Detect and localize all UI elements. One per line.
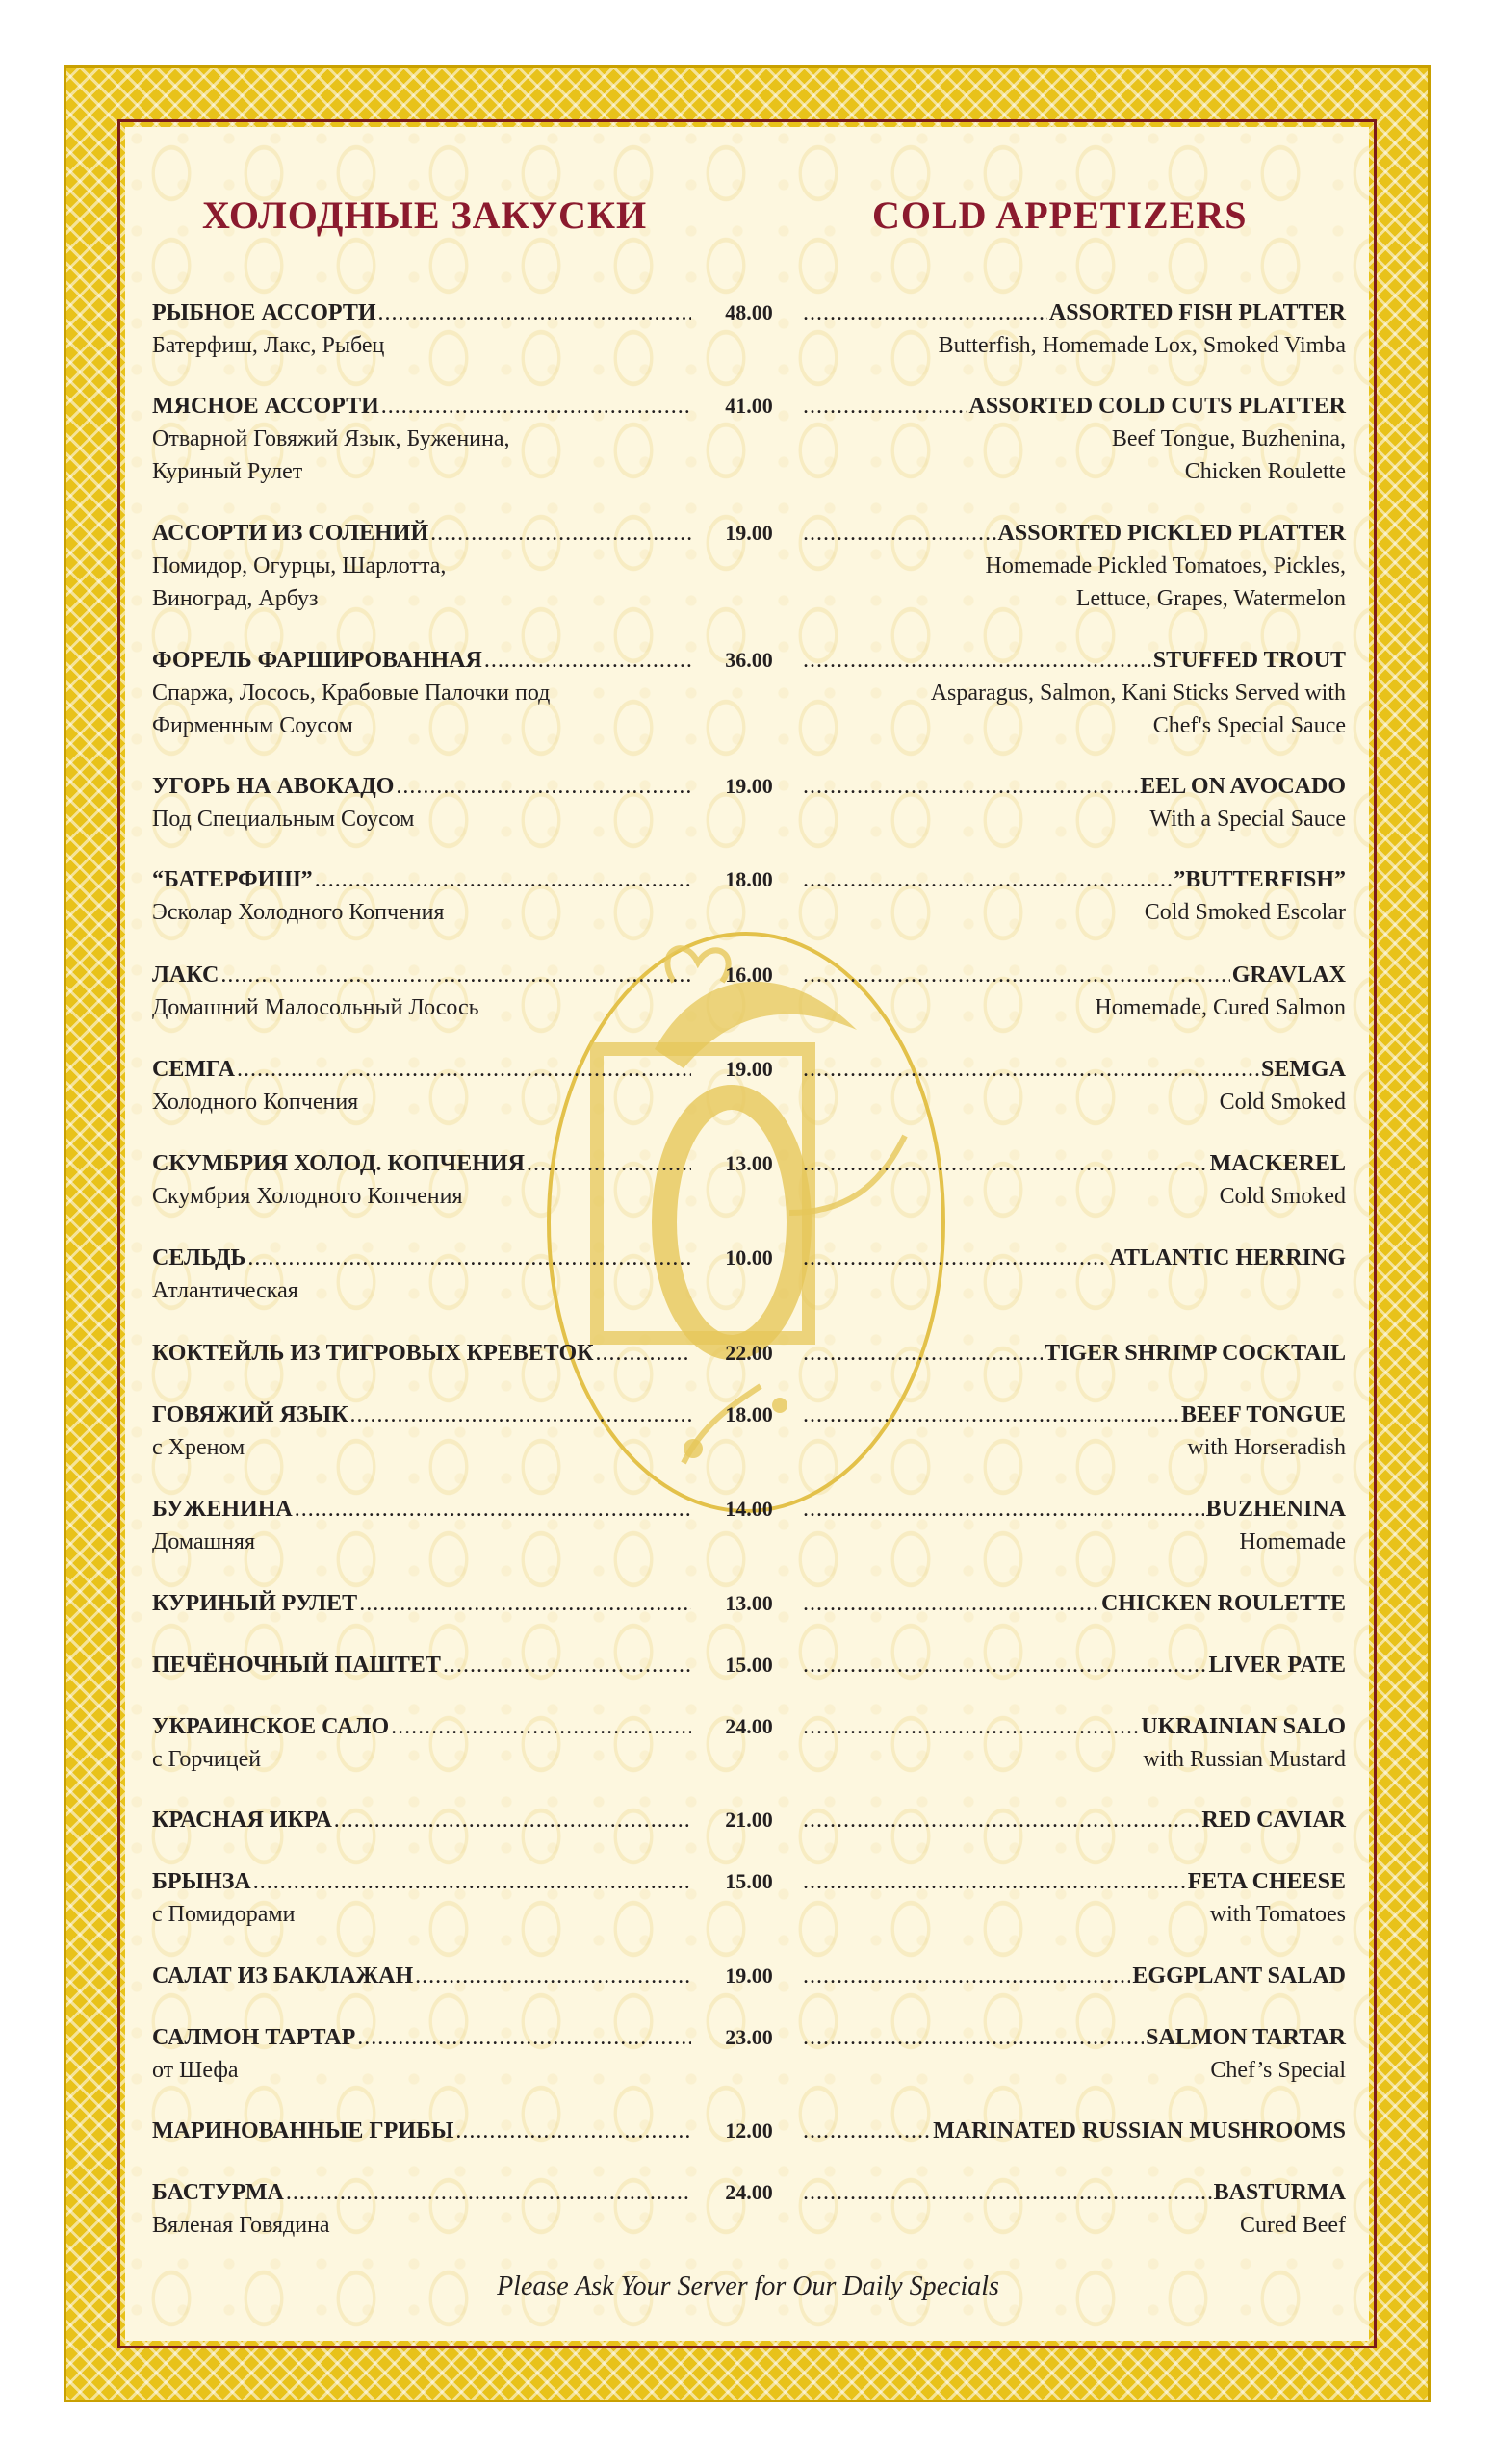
item-price: 21.00 [725, 1808, 773, 1832]
menu-item-ru [152, 1053, 691, 1118]
menu-item-ru [152, 2176, 691, 2242]
menu-item-ru [152, 959, 691, 1024]
menu-item-ru [152, 1804, 691, 1836]
menu-item-en [803, 2176, 1346, 2242]
menu-item-ru [152, 1147, 691, 1213]
item-name-en: SALMON TARTAR [1146, 2025, 1346, 2050]
item-price: 22.00 [725, 1341, 773, 1365]
item-name-ru: СКУМБРИЯ ХОЛОД. КОПЧЕНИЯ [152, 1151, 525, 1176]
dot-leader [803, 2176, 1212, 2209]
item-desc-en: with Tomatoes [1209, 1902, 1346, 1927]
item-desc-ru: Атлантическая [152, 1278, 298, 1303]
item-desc-en: Chef's Special Sauce [1152, 713, 1346, 738]
menu-item-en [803, 1649, 1346, 1681]
dot-leader [803, 390, 967, 423]
item-price: 48.00 [725, 300, 773, 324]
dot-leader [803, 1147, 1208, 1180]
dot-leader [803, 1493, 1204, 1526]
item-name-ru: СЕМГА [152, 1057, 235, 1082]
item-name-ru: ГОВЯЖИЙ ЯЗЫК [152, 1402, 348, 1427]
dot-leader [295, 1493, 691, 1526]
menu-item-ru [152, 1710, 691, 1776]
dot-leader [381, 390, 691, 423]
item-name-ru: ФОРЕЛЬ ФАРШИРОВАННАЯ [152, 648, 482, 673]
dot-leader [803, 1865, 1186, 1898]
item-desc-en: Chef’s Special [1210, 2058, 1346, 2083]
item-name-en: ”BUTTERFISH” [1174, 867, 1346, 892]
menu-item-en [803, 390, 1346, 488]
item-name-en: LIVER PATE [1208, 1653, 1346, 1678]
menu-item-ru [152, 390, 691, 488]
dot-leader [803, 770, 1138, 803]
dot-leader [334, 1804, 691, 1836]
item-desc-en: Homemade Pickled Tomatoes, Pickles, [985, 553, 1346, 578]
item-desc-en: Lettuce, Grapes, Watermelon [1075, 586, 1346, 611]
dot-leader [803, 1960, 1130, 1992]
menu-item-ru [152, 1587, 691, 1620]
dot-leader [378, 296, 691, 329]
heading-en: COLD APPETIZERS [872, 193, 1248, 237]
item-price: 19.00 [725, 1057, 773, 1081]
dot-leader [803, 1053, 1259, 1086]
item-desc-en: Cured Beef [1240, 2213, 1346, 2238]
item-name-ru: РЫБНОЕ АССОРТИ [152, 300, 376, 325]
item-price: 19.00 [725, 1964, 773, 1988]
menu-item-ru [152, 863, 691, 929]
item-name-en: BEEF TONGUE [1181, 1402, 1346, 1427]
dot-leader [443, 1649, 691, 1681]
item-name-en: ASSORTED PICKLED PLATTER [997, 521, 1346, 546]
item-name-ru: УГОРЬ НА АВОКАДО [152, 774, 395, 799]
menu-item-en [803, 2021, 1346, 2087]
dot-leader [803, 644, 1151, 677]
menu-item-en [803, 770, 1346, 835]
dot-leader [803, 1804, 1199, 1836]
dot-leader [803, 959, 1230, 991]
item-name-ru: БРЫНЗА [152, 1869, 251, 1894]
item-name-ru: АССОРТИ ИЗ СОЛЕНИЙ [152, 521, 429, 546]
item-name-ru: МЯСНОЕ АССОРТИ [152, 394, 379, 419]
dot-leader [484, 644, 691, 677]
item-desc-en: Cold Smoked Escolar [1144, 900, 1346, 925]
item-name-ru: САЛАТ ИЗ БАКЛАЖАН [152, 1964, 414, 1989]
item-desc-ru: Под Специальным Соусом [152, 807, 415, 832]
item-price: 18.00 [725, 1402, 773, 1426]
item-name-en: ATLANTIC HERRING [1109, 1245, 1346, 1270]
dot-leader [455, 2115, 691, 2147]
item-desc-ru: Домашняя [152, 1529, 255, 1554]
item-desc-ru: Виноград, Арбуз [152, 586, 319, 611]
menu-item-en [803, 1587, 1346, 1620]
item-desc-en: Chicken Roulette [1184, 459, 1346, 484]
dot-leader [803, 863, 1172, 896]
item-desc-ru: Батерфиш, Лакс, Рыбец [152, 333, 385, 358]
menu-item-ru [152, 1865, 691, 1931]
item-desc-ru: Куриный Рулет [152, 459, 303, 484]
item-price: 13.00 [725, 1151, 773, 1175]
menu-item-ru [152, 517, 691, 615]
item-desc-en: Beef Tongue, Buzhenina, [1111, 426, 1346, 451]
dot-leader [803, 2115, 931, 2147]
item-desc-ru: с Помидорами [152, 1902, 296, 1927]
menu-item-en [803, 2115, 1346, 2147]
item-name-en: TIGER SHRIMP COCKTAIL [1045, 1341, 1346, 1366]
item-name-ru: БУЖЕНИНА [152, 1497, 293, 1522]
menu-item-en [803, 1493, 1346, 1558]
item-name-ru: КУРИНЫЙ РУЛЕТ [152, 1591, 358, 1616]
item-desc-ru: Фирменным Соусом [152, 713, 353, 738]
menu-item-ru [152, 2021, 691, 2087]
menu-item-en [803, 863, 1346, 929]
item-name-en: SEMGA [1260, 1057, 1346, 1082]
dot-leader [803, 2021, 1144, 2054]
item-desc-en: with Russian Mustard [1143, 1747, 1346, 1772]
item-desc-ru: от Шефа [152, 2058, 239, 2083]
menu-item-en [803, 1147, 1346, 1213]
menu-item-en [803, 1053, 1346, 1118]
item-desc-en: Asparagus, Salmon, Kani Sticks Served with [930, 680, 1346, 706]
item-name-ru: ПЕЧЁНОЧНЫЙ ПАШТЕТ [152, 1653, 441, 1678]
dot-leader [527, 1147, 691, 1180]
item-desc-ru: Помидор, Огурцы, Шарлотта, [152, 553, 447, 578]
item-desc-en: Homemade, Cured Salmon [1095, 995, 1346, 1020]
heading-ru: ХОЛОДНЫЕ ЗАКУСКИ [202, 193, 648, 237]
dot-leader [359, 1587, 691, 1620]
item-name-ru: КРАСНАЯ ИКРА [152, 1808, 332, 1833]
item-desc-ru: с Горчицей [152, 1747, 262, 1772]
menu-item-ru [152, 1649, 691, 1681]
dot-leader [803, 1242, 1107, 1274]
item-name-ru: БАСТУРМА [152, 2180, 284, 2205]
menu-item-ru [152, 1242, 691, 1307]
menu-item-ru [152, 1399, 691, 1464]
item-name-en: BASTURMA [1213, 2180, 1346, 2205]
menu-item-en [803, 644, 1346, 742]
menu-item-en [803, 517, 1346, 615]
item-name-en: BUZHENINA [1205, 1497, 1346, 1522]
dot-leader [357, 2021, 691, 2054]
item-name-ru: “БАТЕРФИШ” [152, 867, 313, 892]
item-desc-en: Butterfish, Homemade Lox, Smoked Vimba [938, 333, 1346, 358]
item-desc-ru: Холодного Копчения [152, 1090, 359, 1115]
dot-leader [247, 1242, 691, 1274]
item-name-en: UKRAINIAN SALO [1141, 1714, 1346, 1739]
menu-item-en [803, 1242, 1346, 1274]
item-name-ru: СЕЛЬДЬ [152, 1245, 246, 1270]
item-price: 23.00 [725, 2025, 773, 2049]
item-desc-ru: Отварной Говяжий Язык, Буженина, [152, 426, 510, 451]
menu-item-ru [152, 296, 691, 362]
item-price: 24.00 [725, 1714, 773, 1738]
dot-leader [253, 1865, 691, 1898]
item-name-en: CHICKEN ROULETTE [1100, 1591, 1346, 1616]
menu-item-en [803, 959, 1346, 1024]
item-name-en: ASSORTED COLD CUTS PLATTER [968, 394, 1346, 419]
item-name-en: EEL ON AVOCADO [1140, 774, 1346, 799]
dot-leader [803, 296, 1047, 329]
item-desc-en: Cold Smoked [1219, 1184, 1346, 1209]
dot-leader [803, 1337, 1043, 1370]
item-price: 24.00 [725, 2180, 773, 2204]
item-name-en: EGGPLANT SALAD [1132, 1964, 1346, 1989]
item-desc-en: With a Special Sauce [1149, 807, 1346, 832]
menu-item-en [803, 1865, 1346, 1931]
footer-note: Please Ask Your Server for Our Daily Specials [497, 2272, 999, 2301]
item-price: 10.00 [725, 1245, 773, 1270]
item-name-en: ASSORTED FISH PLATTER [1048, 300, 1346, 325]
item-name-en: GRAVLAX [1231, 962, 1346, 988]
dot-leader [803, 1649, 1207, 1681]
item-name-ru: УКРАИНСКОЕ САЛО [152, 1714, 390, 1739]
menu-item-en [803, 1399, 1346, 1464]
dot-leader [803, 1399, 1179, 1431]
dot-leader [803, 1710, 1139, 1743]
dot-leader [430, 517, 691, 550]
item-desc-en: with Horseradish [1187, 1435, 1346, 1460]
item-desc-ru: Домашний Малосольный Лосось [152, 995, 479, 1020]
item-price: 13.00 [725, 1591, 773, 1615]
menu-item-en [803, 296, 1346, 362]
dot-leader [415, 1960, 691, 1992]
dot-leader [803, 517, 996, 550]
item-price: 36.00 [725, 648, 773, 672]
item-name-en: MARINATED RUSSIAN MUSHROOMS [933, 2118, 1346, 2143]
item-name-en: FETA CHEESE [1187, 1869, 1346, 1894]
dot-leader [396, 770, 691, 803]
item-price: 15.00 [725, 1869, 773, 1893]
item-desc-ru: Спаржа, Лосось, Крабовые Палочки под [152, 680, 551, 706]
item-price: 15.00 [725, 1653, 773, 1677]
dot-leader [315, 863, 691, 896]
item-name-ru: МАРИНОВАННЫЕ ГРИБЫ [152, 2118, 454, 2143]
dot-leader [391, 1710, 691, 1743]
dot-leader [286, 2176, 691, 2209]
item-price: 19.00 [725, 774, 773, 798]
menu-item-ru [152, 2115, 691, 2147]
item-name-en: MACKEREL [1209, 1151, 1346, 1176]
menu-item-ru [152, 1960, 691, 1992]
item-desc-ru: Вяленая Говядина [152, 2213, 330, 2238]
menu-item-ru [152, 1337, 691, 1370]
menu-item-en [803, 1337, 1346, 1370]
dot-leader [220, 959, 691, 991]
item-desc-ru: с Хреном [152, 1435, 245, 1460]
item-name-en: RED CAVIAR [1201, 1808, 1346, 1833]
item-price: 14.00 [725, 1497, 773, 1521]
item-price: 19.00 [725, 521, 773, 545]
item-desc-ru: Скумбрия Холодного Копчения [152, 1184, 463, 1209]
item-name-ru: САЛМОН ТАРТАР [152, 2025, 356, 2050]
dot-leader [350, 1399, 691, 1431]
dot-leader [237, 1053, 691, 1086]
menu-item-ru [152, 770, 691, 835]
item-price: 18.00 [725, 867, 773, 891]
item-name-en: STUFFED TROUT [1152, 648, 1346, 673]
item-desc-ru: Эсколар Холодного Копчения [152, 900, 445, 925]
item-price: 16.00 [725, 962, 773, 987]
menu-item-ru [152, 1493, 691, 1558]
item-desc-en: Cold Smoked [1219, 1090, 1346, 1115]
dot-leader [803, 1587, 1099, 1620]
menu-item-en [803, 1960, 1346, 1992]
menu-item-en [803, 1804, 1346, 1836]
item-name-ru: КОКТЕЙЛЬ ИЗ ТИГРОВЫХ КРЕВЕТОК [152, 1341, 594, 1366]
menu-item-ru [152, 644, 691, 742]
item-price: 41.00 [725, 394, 773, 418]
item-price: 12.00 [725, 2118, 773, 2143]
menu-item-en [803, 1710, 1346, 1776]
item-name-ru: ЛАКС [152, 962, 219, 988]
item-desc-en: Homemade [1239, 1529, 1346, 1554]
dot-leader [596, 1337, 691, 1370]
